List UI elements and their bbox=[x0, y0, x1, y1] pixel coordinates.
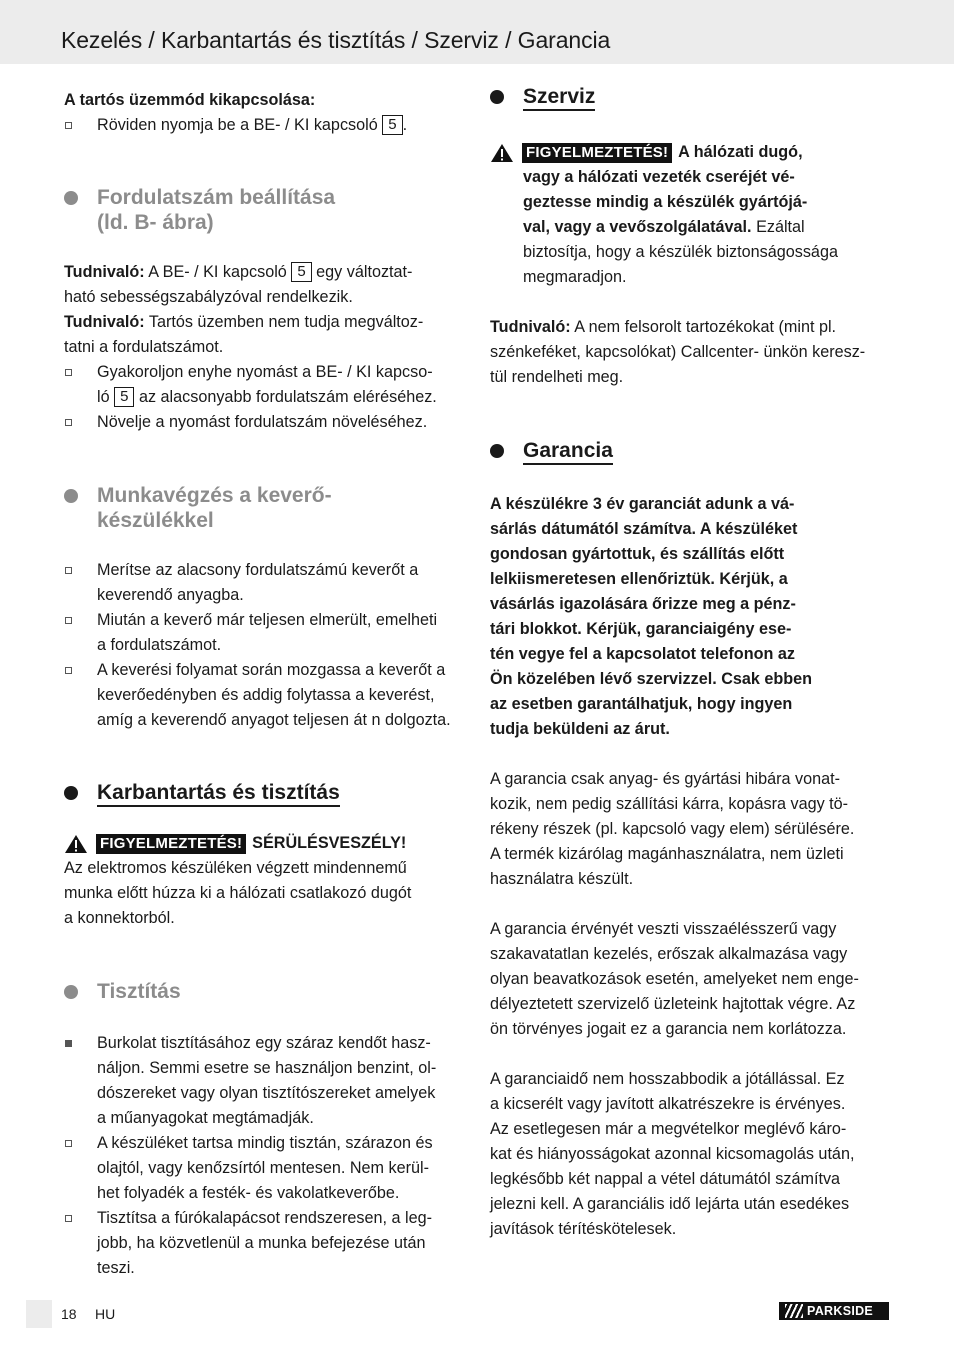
list-item: A keverési folyamat során mozgassa a keverőt a keverőedényben és addig folytassa a keverést, amíg a keverendő anyagot teljesen át n dolgozta. bbox=[64, 658, 468, 733]
bullet-icon bbox=[65, 617, 72, 624]
list-item: A készüléket tartsa mindig tisztán, szárazon és olajtól, vagy kenőzsírtól mentesen. Nem kerül- het folyadék a festék- és vakolatkeverőbe. bbox=[64, 1131, 468, 1206]
footer-marker bbox=[26, 1300, 52, 1328]
bullet-dot-icon bbox=[64, 191, 78, 205]
warning-text: vagy a hálózati vezeték cseréjét vé- geztesse mindig a készülék gyártójá- val, vagy a vevőszolgálatával. Ezáltal biztosítja, hogy a készülék biztonságossága megmaradjon. bbox=[523, 168, 838, 286]
list-item: Merítse az alacsony fordulatszámú keverőt a keverendő anyagba. bbox=[64, 558, 468, 608]
section-heading-service: Szerviz bbox=[490, 84, 894, 111]
warning-line: FIGYELMEZTETÉS! SÉRÜLÉSVESZÉLY! bbox=[64, 831, 468, 856]
left-column bbox=[64, 88, 468, 1281]
section-heading-speed: Fordulatszám beállítása (ld. B- ábra) bbox=[64, 185, 468, 235]
note-paragraph: Tudnivaló: Tartós üzemben nem tudja megváltoz- tatni a fordulatszámot. bbox=[64, 313, 424, 356]
bullet-icon bbox=[65, 419, 72, 426]
warning-triangle-icon bbox=[64, 834, 88, 854]
section-heading-warranty: Garancia bbox=[490, 438, 894, 465]
warning-triangle-icon bbox=[490, 143, 514, 163]
warranty-bold-paragraph: A készülékre 3 év garanciát adunk a vá- sárlás dátumától számítva. A készüléket gondosan gyártottuk, és szállítás előtt lelkiismeretesen ellenőriztük. Kérjük, a vásárlás igazolására őrizze meg a pénz- tári blokkot. Kérjük, garanciaigény ese- tén vegye fel a kapcsolatot telefonon az Ön közelében lévő szervizzel. Csak ebben az esetben garantálhatjuk, hogy ingyen tudja beküldeni az árut. bbox=[490, 495, 813, 738]
parkside-stripes-icon bbox=[785, 1304, 803, 1318]
bullet-dot-icon bbox=[64, 786, 78, 800]
bullet-dot-icon bbox=[64, 489, 78, 503]
page-title: Kezelés / Karbantartás és tisztítás / Szerviz / Garancia bbox=[61, 27, 611, 53]
bullet-dot-icon bbox=[490, 444, 504, 458]
warranty-paragraph: A garanciaidő nem hosszabbodik a jótállással. Ez a kicserélt vagy javított alkatrészekre is érvényes. Az esetlegesen már a megvételkor meglévő káro- kat és hiányosságokat azonnal kicsomagolás után, legkésőbb két nappal a vétel dátumától számítva jelezni kell. A garanciális idő lejárta után esedékes javítások térítéskötelesek. bbox=[490, 1070, 855, 1238]
right-column bbox=[490, 84, 894, 1242]
brand-logo: PARKSIDE bbox=[779, 1302, 889, 1320]
bullet-icon bbox=[65, 369, 72, 376]
key-reference: 5 bbox=[382, 115, 402, 135]
warning-line: FIGYELMEZTETÉS! A hálózati dugó, bbox=[490, 140, 894, 165]
bullet-icon bbox=[65, 1140, 72, 1147]
warning-badge: FIGYELMEZTETÉS! bbox=[96, 834, 246, 854]
note-paragraph: Tudnivaló: A nem felsorolt tartozékokat (mint pl. szénkeféket, kapcsolókat) Callcenter- ünkön keresz- tül rendelheti meg. bbox=[490, 318, 866, 386]
list-item: Röviden nyomja be a BE- / KI kapcsoló 5 . bbox=[64, 113, 468, 138]
note-paragraph: Tudnivaló: A BE- / KI kapcsoló 5 egy változtat- ható sebességszabályzóval rendelkezik. bbox=[64, 263, 413, 306]
warranty-paragraph: A garancia érvényét veszti visszaélésszerű vagy szakavatatlan kezelés, erőszak alkalmazása vagy olyan beavatkozások esetén, amelyeket nem enge- délyeztetett szervizelő üzleteink hajtottak végre. Az ön törvényes jogait ez a garancia nem korlátozza. bbox=[490, 920, 859, 1038]
key-reference: 5 bbox=[114, 387, 134, 407]
list-item: Tisztítsa a fúrókalapácsot rendszeresen, a leg- jobb, ha közvetlenül a munka befejezése után teszi. bbox=[64, 1206, 468, 1281]
language-code: HU bbox=[95, 1306, 116, 1322]
list-item: Növelje a nyomást fordulatszám növeléséhez. bbox=[64, 410, 468, 435]
section-heading-maintenance: Karbantartás és tisztítás bbox=[64, 780, 468, 807]
key-reference: 5 bbox=[291, 262, 311, 282]
bullet-icon bbox=[65, 122, 72, 129]
section-heading-cleaning: Tisztítás bbox=[64, 979, 468, 1004]
off-heading: A tartós üzemmód kikapcsolása: bbox=[64, 91, 316, 109]
bullet-icon bbox=[65, 667, 72, 674]
bullet-icon bbox=[65, 1215, 72, 1222]
list-item: Burkolat tisztításához egy száraz kendőt hasz- náljon. Semmi esetre se használjon benzint, ol- dószereket vagy olyan tisztítószereket amelyek a műanyagokat megtámadják. bbox=[64, 1031, 468, 1131]
list-item: Gyakoroljon enyhe nyomást a BE- / KI kapcso- ló 5 az alacsonyabb fordulatszám eléréséhez. bbox=[64, 360, 468, 410]
bullet-dot-icon bbox=[490, 90, 504, 104]
bullet-dot-icon bbox=[64, 985, 78, 999]
section-heading-mixer: Munkavégzés a keverő- készülékkel bbox=[64, 483, 468, 533]
warranty-paragraph: A garancia csak anyag- és gyártási hibára vonat- kozik, nem pedig szállítási kárra, kopásra vagy tö- rékeny részek (pl. kapcsoló vagy elem) sérülésére. A termék kizárólag magánhasználatra, nem üzleti használatra készült. bbox=[490, 770, 855, 888]
page-number: 18 bbox=[61, 1306, 77, 1322]
warning-badge: FIGYELMEZTETÉS! bbox=[522, 143, 672, 163]
filled-bullet-icon bbox=[65, 1040, 72, 1047]
warning-text: Az elektromos készüléken végzett mindennemű munka előtt húzza ki a hálózati csatlakozó dugót a konnektorból. bbox=[64, 859, 412, 927]
list-item: Miután a keverő már teljesen elmerült, emelheti a fordulatszámot. bbox=[64, 608, 468, 658]
bullet-icon bbox=[65, 567, 72, 574]
